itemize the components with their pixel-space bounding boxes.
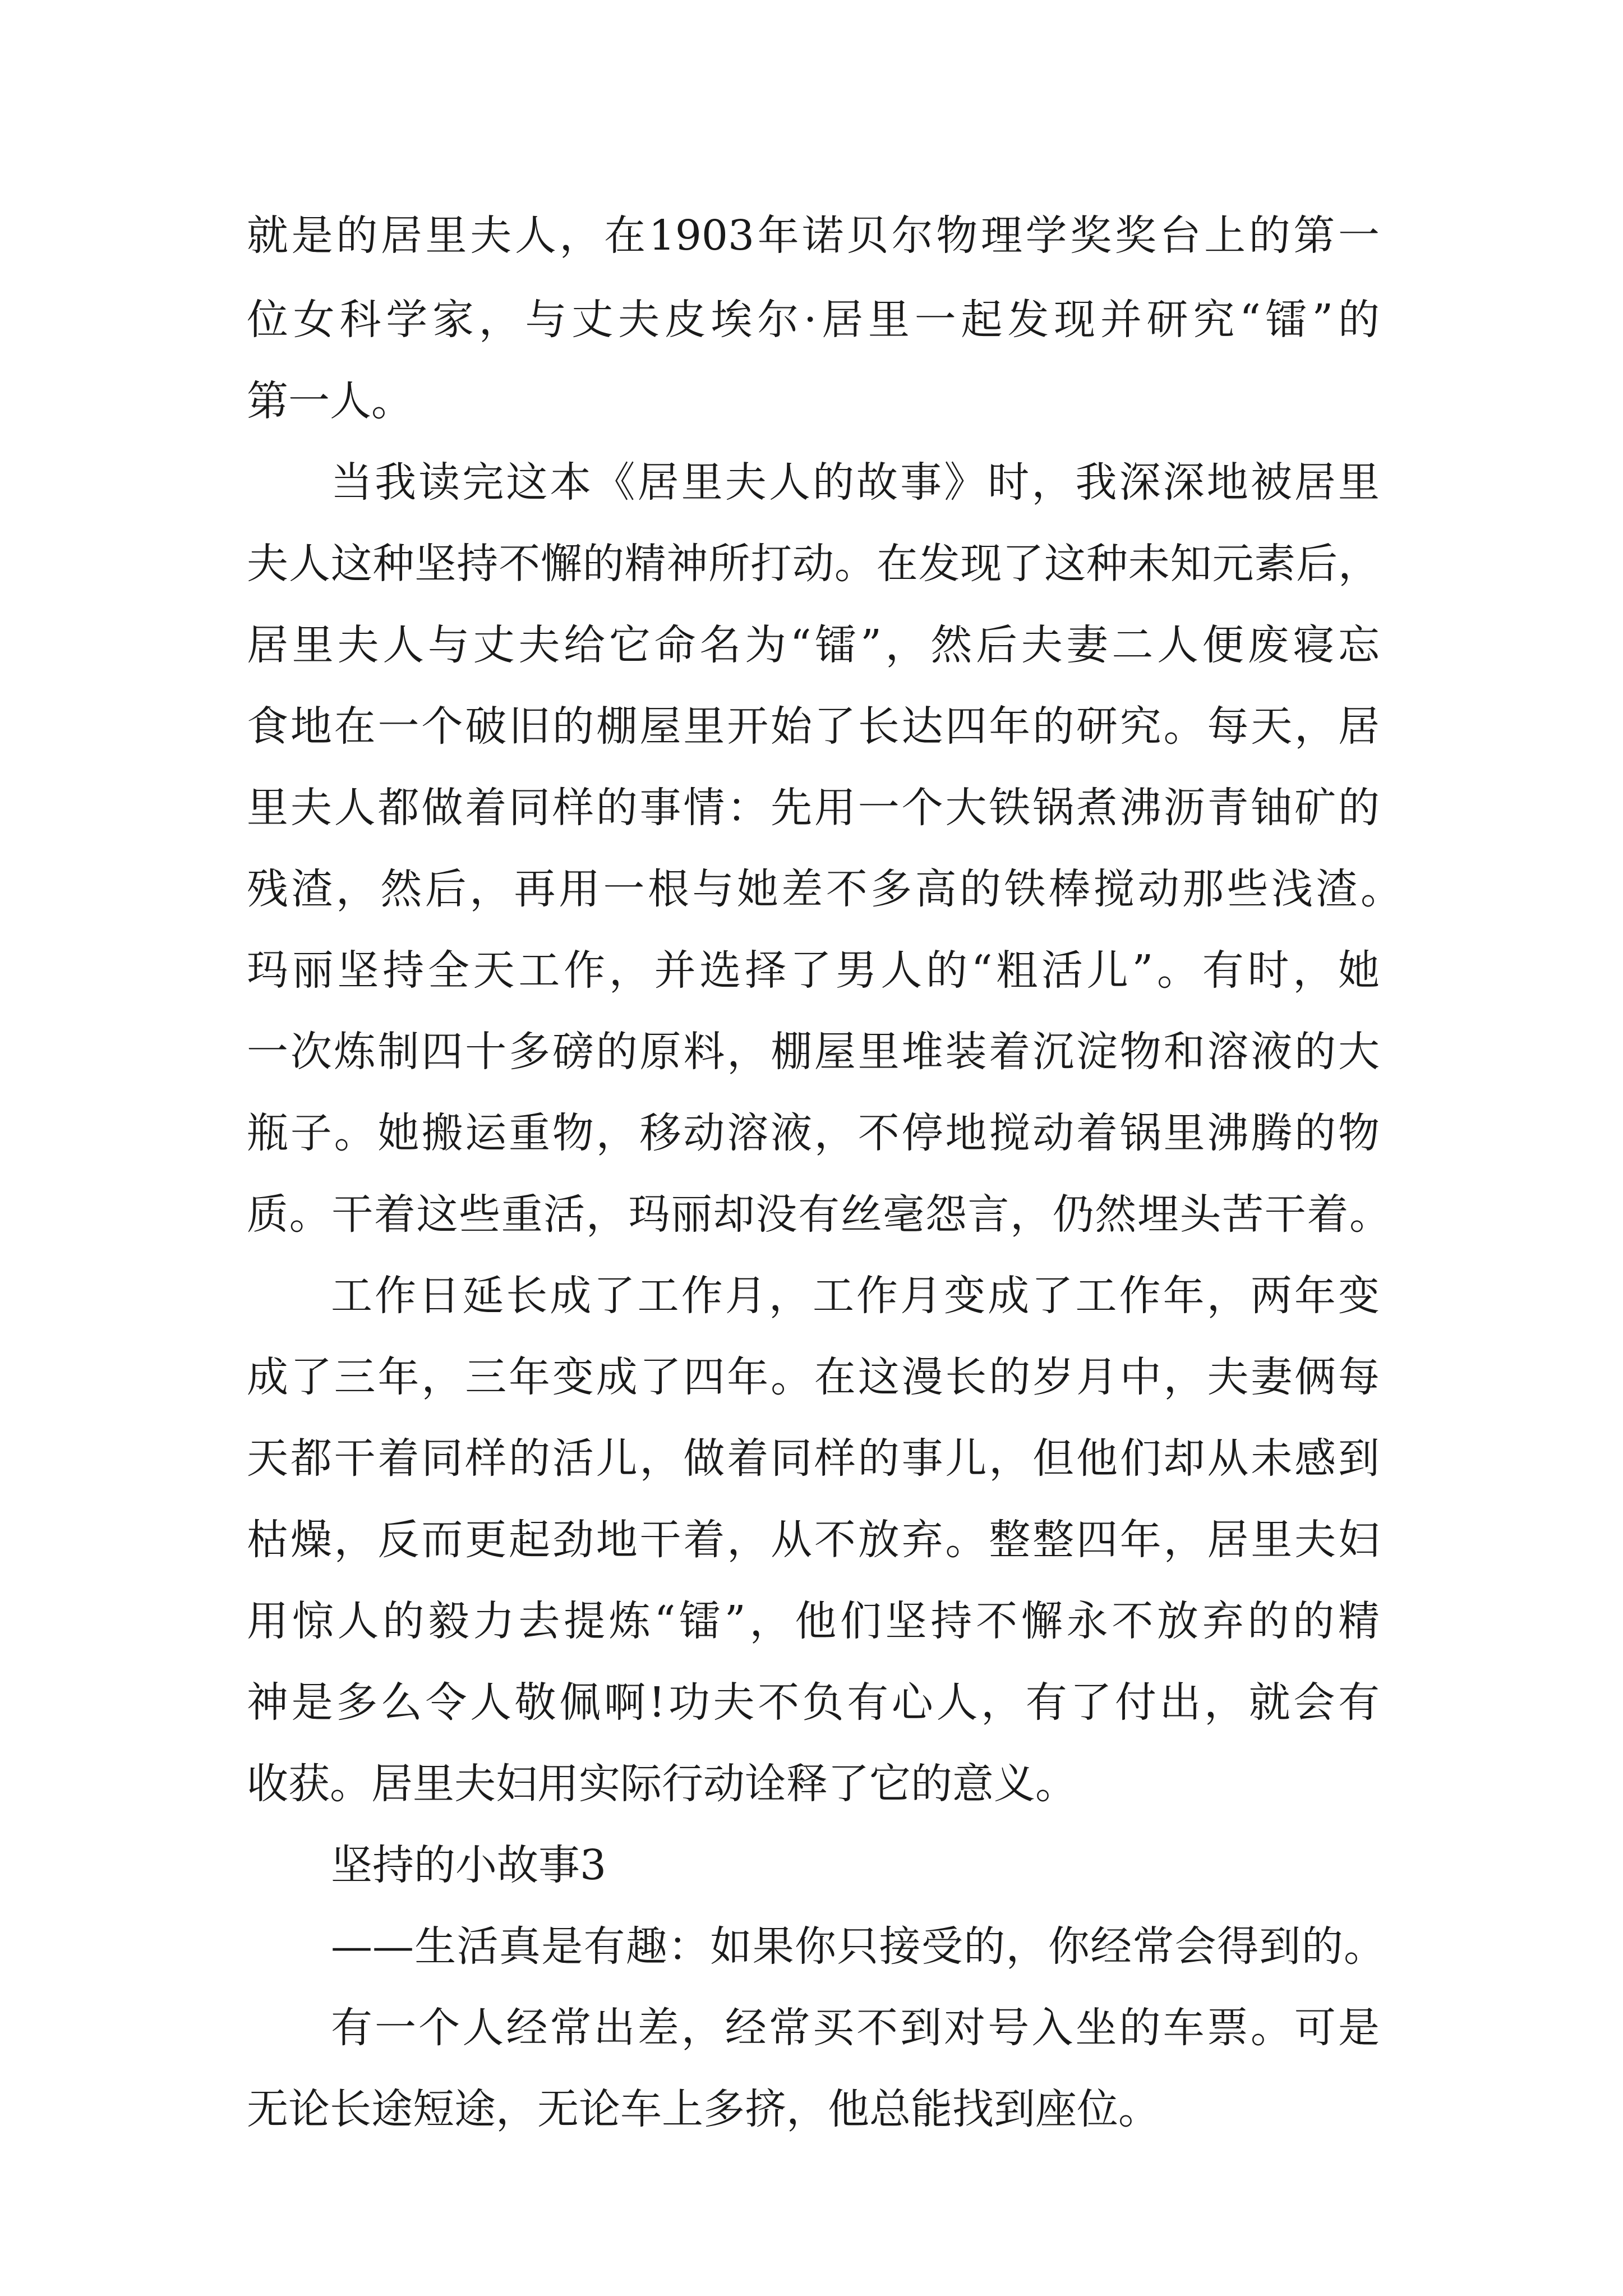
text-line: 里夫人都做着同样的事情：先用一个大铁锅煮沸沥青铀矿的: [247, 784, 1380, 832]
text-line: 收获。居里夫妇用实际行动诠释了它的意义。: [247, 1760, 1077, 1808]
text-line: 当我读完这本《居里夫人的故事》时，我深深地被居里: [331, 458, 1380, 507]
text-line: 枯燥，反而更起劲地干着，从不放弃。整整四年，居里夫妇: [247, 1516, 1380, 1564]
text-line: 用惊人的毅力去提炼“镭”，他们坚持不懈永不放弃的的精: [247, 1597, 1380, 1645]
text-line: ——生活真是有趣：如果你只接受的，你经常会得到的。: [331, 1922, 1385, 1971]
text-line: 工作日延长成了工作月，工作月变成了工作年，两年变: [331, 1272, 1380, 1320]
text-line: 成了三年，三年变成了四年。在这漫长的岁月中，夫妻俩每: [247, 1353, 1380, 1401]
text-line: 质。干着这些重活，玛丽却没有丝毫怨言，仍然埋头苦干着。: [247, 1190, 1391, 1239]
text-line: 食地在一个破旧的棚屋里开始了长达四年的研究。每天，居: [247, 702, 1380, 751]
section-heading: 坚持的小故事3: [331, 1841, 607, 1889]
text-line: 瓶子。她搬运重物，移动溶液，不停地搅动着锅里沸腾的物: [247, 1109, 1380, 1157]
text-line: 居里夫人与丈夫给它命名为“镭”，然后夫妻二人便废寝忘: [247, 621, 1380, 669]
text-line: 就是的居里夫人，在1903年诺贝尔物理学奖奖台上的第一: [247, 211, 1380, 260]
text-line: 第一人。: [247, 377, 413, 425]
text-line: 无论长途短途，无论车上多挤，他总能找到座位。: [247, 2085, 1160, 2133]
text-line: 夫人这种坚持不懈的精神所打动。在发现了这种未知元素后，: [247, 540, 1380, 588]
text-line: 天都干着同样的活儿，做着同样的事儿，但他们却从未感到: [247, 1434, 1380, 1483]
text-line: 神是多么令人敬佩啊!功夫不负有心人，有了付出，就会有: [247, 1678, 1380, 1727]
text-line: 玛丽坚持全天工作，并选择了男人的“粗活儿”。有时，她: [247, 946, 1380, 995]
text-line: 有一个人经常出差，经常买不到对号入坐的车票。可是: [331, 2004, 1380, 2052]
text-line: 位女科学家，与丈夫皮埃尔·居里一起发现并研究“镭”的: [247, 296, 1380, 344]
text-line: 一次炼制四十多磅的原料，棚屋里堆装着沉淀物和溶液的大: [247, 1028, 1380, 1076]
text-line: 残渣，然后，再用一根与她差不多高的铁棒搅动那些浅渣。: [247, 865, 1402, 913]
